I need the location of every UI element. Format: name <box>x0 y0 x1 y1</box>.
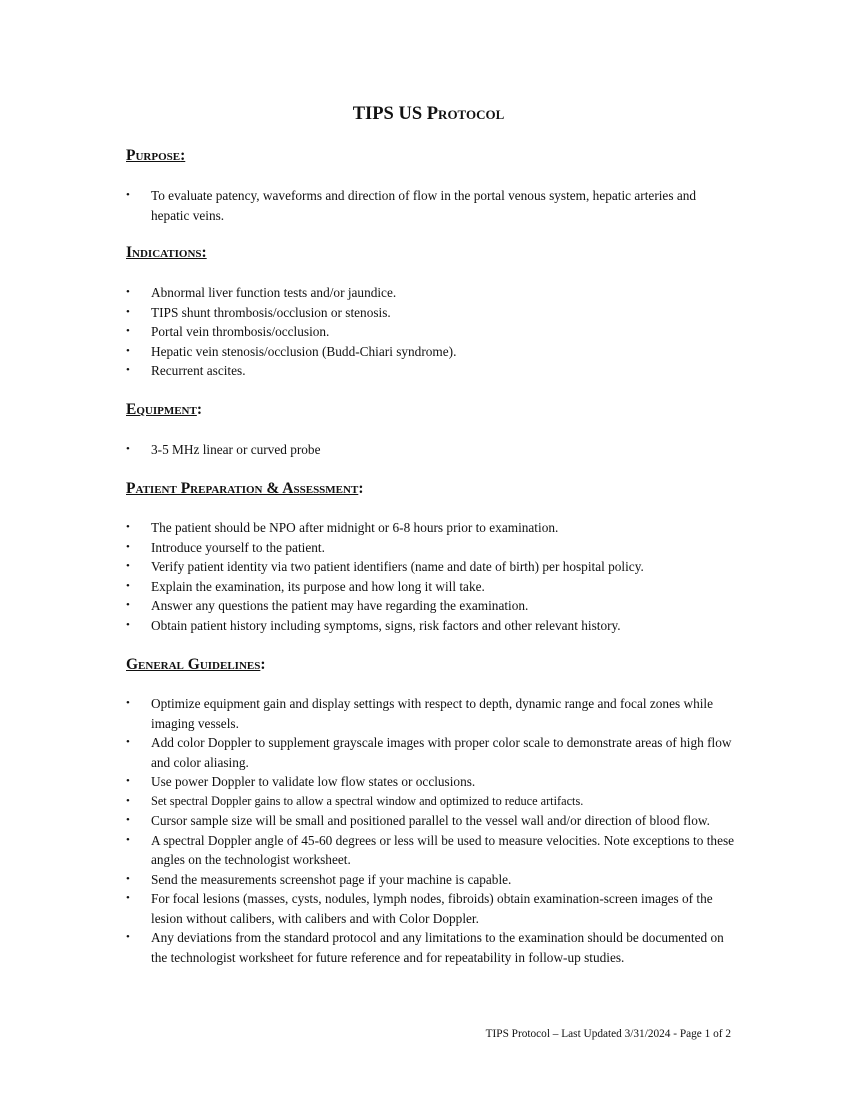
bullet-icon: • <box>126 736 130 748</box>
title-main: TIPS US <box>352 104 427 124</box>
list-item-text: Abnormal liver function tests and/or jaundice. <box>151 285 397 300</box>
list-item <box>126 889 736 928</box>
bullet-icon: • <box>126 872 130 885</box>
list-item <box>126 342 736 362</box>
bullet-icon: • <box>126 697 130 709</box>
indications-heading <box>126 243 207 263</box>
list-item-text: Hepatic vein stenosis/occlusion (Budd-Chiari syndrome). <box>151 343 457 359</box>
list-item <box>126 322 736 342</box>
purpose-heading-colon: : <box>180 147 186 164</box>
page-footer: TIPS Protocol – Last Updated 3/31/2024 - Page 1 of 2 <box>485 1028 731 1040</box>
list-item <box>126 518 736 538</box>
list-item-text: Use power Doppler to validate low flow states or occlusions. <box>151 774 476 789</box>
bullet-icon: • <box>126 540 130 553</box>
list-item <box>126 831 736 870</box>
bullet-icon: • <box>126 344 130 357</box>
list-item <box>126 772 736 792</box>
indications-heading-colon: : <box>201 244 207 261</box>
bullet-icon: • <box>126 364 130 376</box>
equipment-heading <box>126 400 202 420</box>
equipment-heading-colon: : <box>196 401 203 418</box>
bullet-icon: • <box>126 560 130 572</box>
bullet-icon: • <box>126 892 130 904</box>
equipment-heading-text: Equipment <box>126 401 197 418</box>
list-item <box>126 694 736 733</box>
bullet-icon: • <box>126 931 130 943</box>
list-item-text: Portal vein thrombosis/occlusion. <box>151 324 330 339</box>
list-item-text: Send the measurements screenshot page if your machine is capable. <box>151 871 512 887</box>
list-item <box>126 870 736 890</box>
title-small-caps: Protocol <box>426 104 505 124</box>
purpose-heading <box>126 146 185 166</box>
bullet-icon: • <box>126 599 130 611</box>
list-item <box>126 538 736 558</box>
list-item-text: The patient should be NPO after midnight or 6-8 hours prior to examination. <box>151 520 559 535</box>
guidelines-list <box>126 694 736 967</box>
list-item <box>126 186 736 225</box>
bullet-icon: • <box>126 305 130 318</box>
bullet-icon: • <box>126 618 130 631</box>
list-item <box>126 283 736 303</box>
list-item-text: Explain the examination, its purpose and how long it will take. <box>151 578 485 594</box>
list-item-text: Verify patient identity via two patient identifiers (name and date of birth) per hospital policy. <box>151 559 644 574</box>
list-item <box>126 811 736 831</box>
list-item-text: Any deviations from the standard protocol and any limitations to the examination should be documented on the technologist worksheet for future reference and for repeatability in follow-up studies. <box>151 930 724 965</box>
purpose-heading-text: Purpose <box>126 147 181 164</box>
list-item-text: Optimize equipment gain and display settings with respect to depth, dynamic range and focal zones while imaging vessels. <box>151 696 714 731</box>
list-item-text: Cursor sample size will be small and positioned parallel to the vessel wall and/or direction of blood flow. <box>151 813 710 828</box>
bullet-icon: • <box>126 833 130 846</box>
indications-list <box>126 283 736 381</box>
list-item <box>126 928 736 967</box>
indications-heading-text: Indications <box>126 244 202 261</box>
bullet-icon: • <box>126 443 130 455</box>
list-item-text: Add color Doppler to supplement grayscale images with proper color scale to demonstrate areas of high flow and color aliasing. <box>151 735 732 770</box>
list-item <box>126 733 736 772</box>
list-item <box>126 577 736 597</box>
list-item <box>126 361 736 381</box>
list-item-text: To evaluate patency, waveforms and direction of flow in the portal venous system, hepatic arteries and hepatic veins. <box>151 188 697 223</box>
preparation-heading-colon: : <box>358 480 364 497</box>
list-item-text: Answer any questions the patient may have regarding the examination. <box>151 598 529 613</box>
bullet-icon: • <box>126 775 130 787</box>
list-item-text: 3-5 MHz linear or curved probe <box>151 442 321 457</box>
list-item <box>126 596 736 616</box>
preparation-list <box>126 518 736 635</box>
document-title <box>0 102 857 126</box>
guidelines-heading <box>126 655 266 675</box>
bullet-icon: • <box>126 325 130 337</box>
equipment-list <box>126 440 736 460</box>
list-item-text: For focal lesions (masses, cysts, nodules, lymph nodes, fibroids) obtain examination-screen images of the lesion without calibers, with calibers and with Color Doppler. <box>151 891 713 926</box>
list-item <box>126 303 736 323</box>
preparation-heading-text: Patient Preparation & Assessment <box>126 480 359 497</box>
preparation-heading <box>126 479 363 499</box>
list-item-text: Set spectral Doppler gains to allow a spectral window and optimized to reduce artifacts. <box>151 793 584 808</box>
bullet-icon: • <box>126 814 130 826</box>
bullet-icon: • <box>126 794 130 807</box>
list-item <box>126 557 736 577</box>
guidelines-heading-colon: : <box>260 656 266 673</box>
bullet-icon: • <box>126 579 130 592</box>
list-item-text: Introduce yourself to the patient. <box>151 539 325 555</box>
list-item <box>126 792 736 812</box>
purpose-list <box>126 186 736 225</box>
list-item-text: TIPS shunt thrombosis/occlusion or stenosis. <box>151 304 391 320</box>
list-item-text: Obtain patient history including symptoms, signs, risk factors and other relevant history. <box>151 617 621 633</box>
guidelines-heading-text: General Guidelines <box>126 656 261 673</box>
bullet-icon: • <box>126 189 130 201</box>
bullet-icon: • <box>126 286 130 298</box>
list-item <box>126 616 736 636</box>
list-item-text: A spectral Doppler angle of 45-60 degrees or less will be used to measure velocities. Note exceptions to these angles on the technologist worksheet. <box>151 832 735 867</box>
list-item <box>126 440 736 460</box>
bullet-icon: • <box>126 521 130 533</box>
list-item-text: Recurrent ascites. <box>151 363 246 378</box>
